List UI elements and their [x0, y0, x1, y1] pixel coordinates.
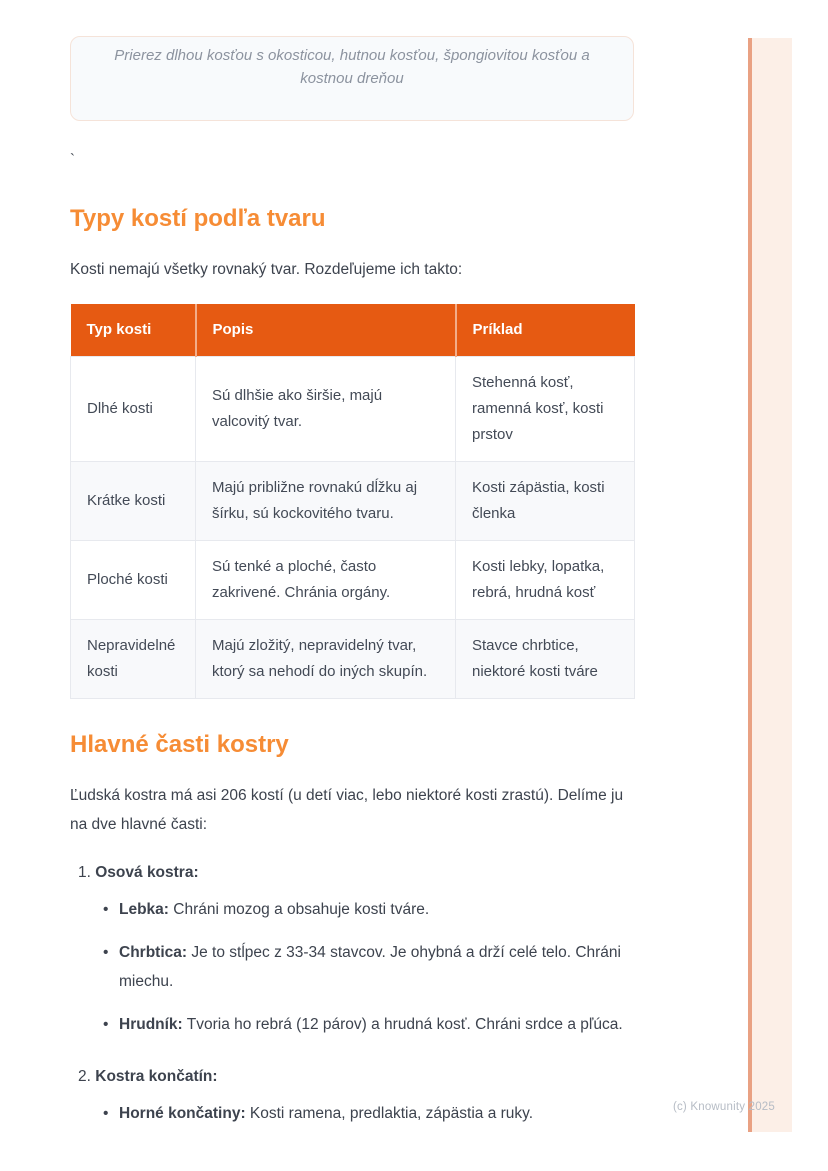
bullet-text: Tvoria ho rebrá (12 párov) a hrudná kosť. Chráni srdce a pľúca.	[186, 1016, 623, 1033]
outline-item-heading	[70, 859, 634, 887]
limbs-bullets	[70, 1099, 634, 1128]
table-header-row	[71, 304, 635, 357]
stray-backtick: `	[70, 151, 75, 168]
cell-description: Majú zložitý, nepravidelný tvar, ktorý sa nehodí do iných skupín.	[196, 620, 456, 699]
list-item	[70, 938, 634, 996]
outline-item-axial	[70, 859, 634, 1039]
cell-description: Sú tenké a ploché, často zakrivené. Chránia orgány.	[196, 541, 456, 620]
cell-example: Stehenná kosť, ramenná kosť, kosti prstov	[456, 357, 635, 462]
cell-type: Nepravidelné kosti	[71, 620, 196, 699]
bullet-icon: •	[103, 1105, 109, 1122]
document-content	[70, 0, 634, 1142]
figure-caption-box	[70, 36, 634, 121]
outline-title: Kostra končatín:	[95, 1068, 218, 1085]
skeleton-outline-list	[70, 859, 634, 1128]
cell-type: Ploché kosti	[71, 541, 196, 620]
list-item	[70, 895, 634, 924]
cell-type: Dlhé kosti	[71, 357, 196, 462]
bullet-text: Chráni mozog a obsahuje kosti tváre.	[173, 901, 430, 918]
intro-bone-types: Kosti nemajú všetky rovnaký tvar. Rozdeľujeme ich takto:	[70, 261, 463, 278]
table-row	[71, 357, 635, 462]
outline-item-limbs	[70, 1063, 634, 1128]
bullet-label: Chrbtica:	[119, 944, 188, 961]
bullet-text: Je to stĺpec z 33-34 stavcov. Je ohybná a drží celé telo. Chráni miechu.	[119, 944, 621, 990]
figure-caption: Prierez dlhou kosťou s okosticou, hutnou kosťou, špongiovitou kosťou a kostnou dreňou	[114, 47, 590, 87]
bullet-label: Lebka:	[119, 901, 169, 918]
outline-title: Osová kostra:	[95, 864, 199, 881]
page-edge-stripe	[748, 38, 792, 1132]
cell-description: Majú približne rovnakú dĺžku aj šírku, sú kockovitého tvaru.	[196, 462, 456, 541]
column-header-typ-kosti: Typ kosti	[71, 304, 196, 357]
table-row	[71, 620, 635, 699]
bullet-text: Kosti ramena, predlaktia, zápästia a ruky.	[249, 1105, 534, 1122]
bullet-icon: •	[103, 944, 109, 961]
bullet-label: Hrudník:	[119, 1016, 183, 1033]
cell-description: Sú dlhšie ako širšie, majú valcovitý tvar.	[196, 357, 456, 462]
outline-item-heading	[70, 1063, 634, 1091]
heading-skeleton-parts: Hlavné časti kostry	[70, 731, 289, 758]
cell-example: Kosti zápästia, kosti členka	[456, 462, 635, 541]
bullet-label: Horné končatiny:	[119, 1105, 246, 1122]
cell-example: Kosti lebky, lopatka, rebrá, hrudná kosť	[456, 541, 635, 620]
outline-number: 2.	[78, 1068, 91, 1085]
column-header-priklad: Príklad	[456, 304, 635, 357]
bone-types-table	[70, 304, 635, 699]
cell-example: Stavce chrbtice, niektoré kosti tváre	[456, 620, 635, 699]
intro-skeleton-parts: Ľudská kostra má asi 206 kostí (u detí viac, lebo niektoré kosti zrastú). Delíme ju na dve hlavné časti:	[70, 787, 624, 833]
axial-bullets	[70, 895, 634, 1039]
footer-copyright: (c) Knowunity 2025	[672, 1101, 775, 1113]
list-item	[70, 1010, 634, 1039]
list-item	[70, 1099, 634, 1128]
outline-number: 1.	[78, 864, 91, 881]
column-header-popis: Popis	[196, 304, 456, 357]
bullet-icon: •	[103, 1016, 109, 1033]
bullet-icon: •	[103, 901, 109, 918]
table-row	[71, 462, 635, 541]
table-row	[71, 541, 635, 620]
heading-bone-types: Typy kostí podľa tvaru	[70, 205, 326, 232]
cell-type: Krátke kosti	[71, 462, 196, 541]
